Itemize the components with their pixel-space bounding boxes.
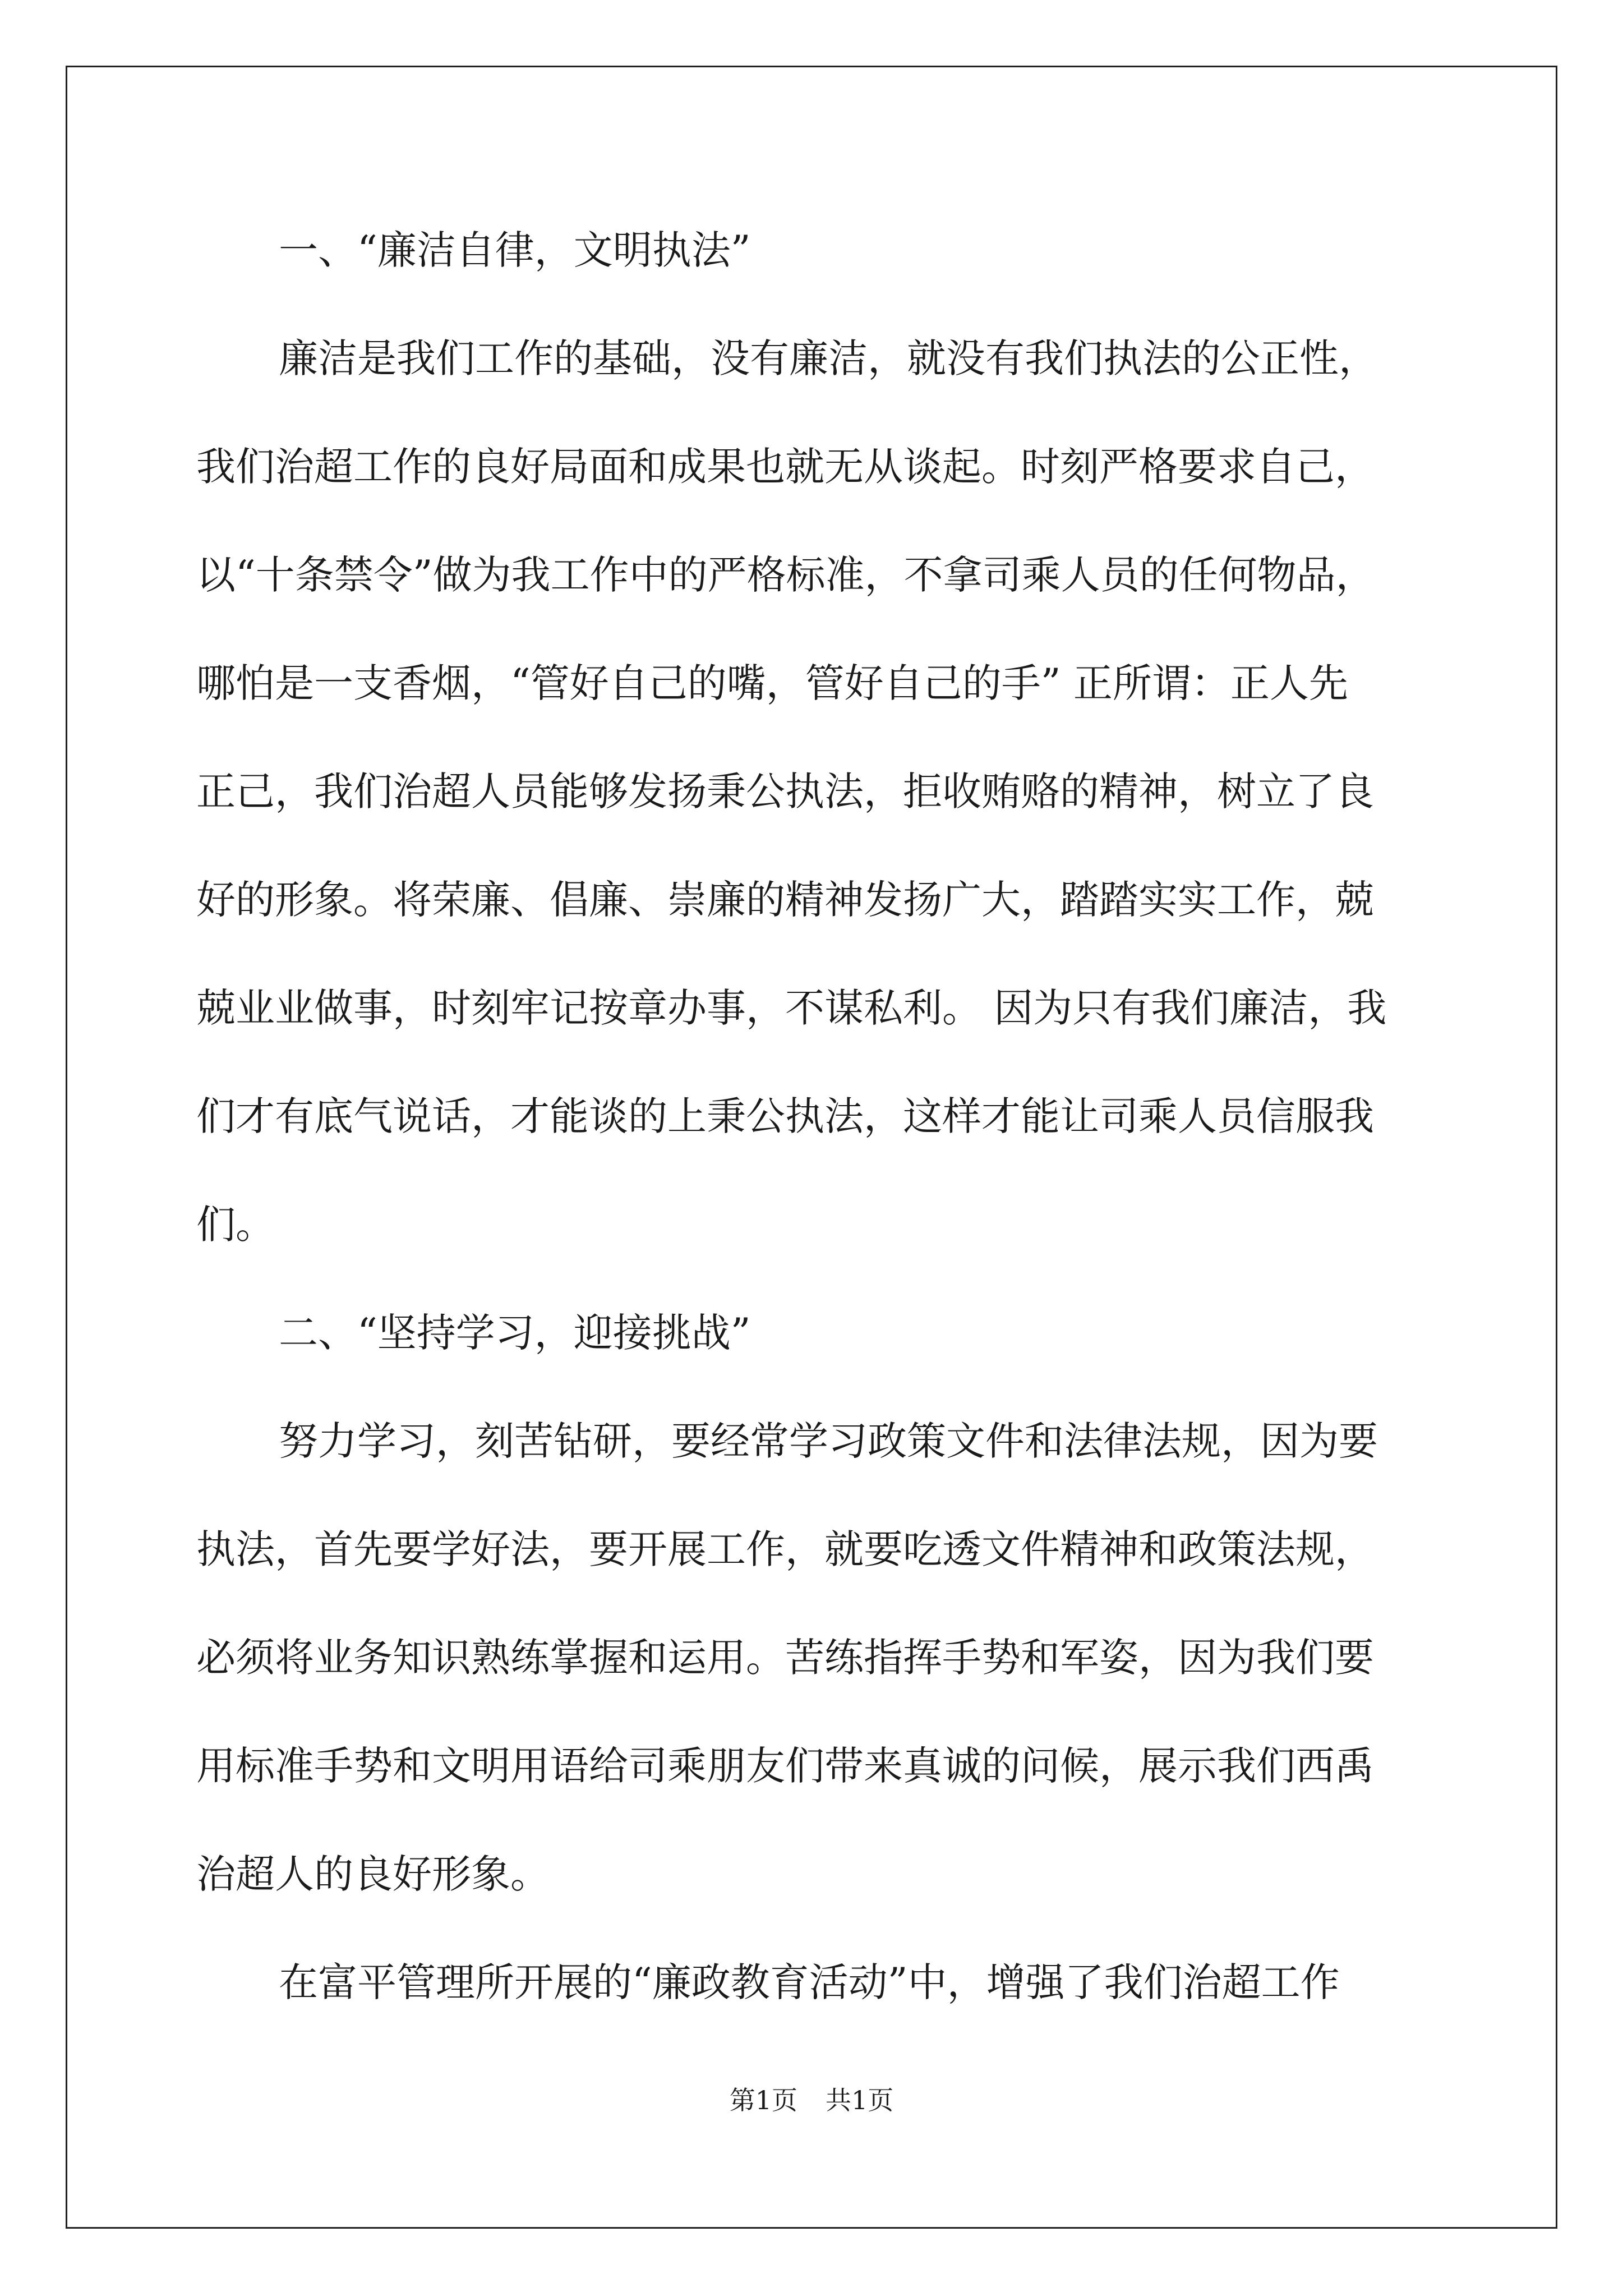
paragraph-line: 廉洁是我们工作的基础，没有廉洁，就没有我们执法的公正性， <box>279 335 1378 381</box>
paragraph-line: 好的形象。将荣廉、倡廉、崇廉的精神发扬广大，踏踏实实工作，兢 <box>196 877 1374 923</box>
page-number: 第1页 <box>729 2085 797 2115</box>
paragraph-line: 兢业业做事，时刻牢记按章办事，不谋私利。 因为只有我们廉洁，我 <box>196 985 1387 1031</box>
paragraph-line: 必须将业务知识熟练掌握和运用。苦练指挥手势和军姿，因为我们要 <box>196 1635 1374 1681</box>
paragraph-line: 用标准手势和文明用语给司乘朋友们带来真诚的问候，展示我们西禹 <box>196 1743 1374 1789</box>
paragraph-line: 以“十条禁令”做为我工作中的严格标准，不拿司乘人员的任何物品， <box>196 552 1375 598</box>
paragraph-line: 哪怕是一支香烟，“管好自己的嘴，管好自己的手” 正所谓：正人先 <box>196 660 1348 706</box>
page-footer <box>0 2083 1623 2117</box>
paragraph-line: 正己，我们治超人员能够发扬秉公执法，拒收贿赂的精神，树立了良 <box>196 769 1374 815</box>
section-heading-2: 二、“坚持学习，迎接挑战” <box>279 1310 751 1356</box>
paragraph-line: 执法，首先要学好法，要开展工作，就要吃透文件精神和政策法规， <box>196 1526 1374 1572</box>
page-total: 共1页 <box>826 2085 894 2115</box>
paragraph-line: 们。 <box>196 1202 275 1248</box>
paragraph-line: 们才有底气说话，才能谈的上秉公执法，这样才能让司乘人员信服我 <box>196 1093 1374 1139</box>
document-body <box>196 196 1430 2037</box>
section-heading-1: 一、“廉洁自律，文明执法” <box>279 227 751 273</box>
paragraph-line: 治超人的良好形象。 <box>196 1851 550 1897</box>
paragraph-line: 努力学习，刻苦钻研，要经常学习政策文件和法律法规，因为要 <box>279 1418 1378 1464</box>
paragraph-line: 我们治超工作的良好局面和成果也就无从谈起。时刻严格要求自己， <box>196 444 1374 490</box>
paragraph-line: 在富平管理所开展的“廉政教育活动”中，增强了我们治超工作 <box>279 1959 1340 2005</box>
